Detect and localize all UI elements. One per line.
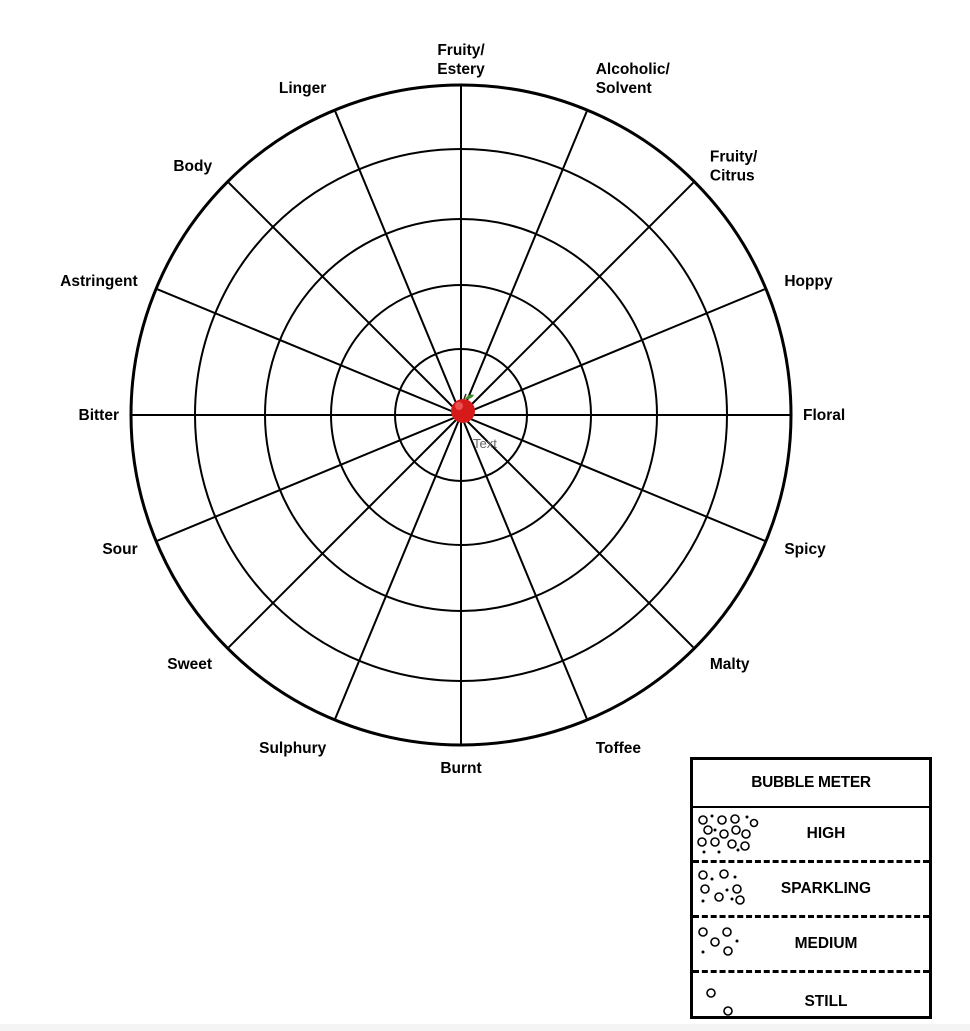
axis-label: Hoppy <box>784 273 833 291</box>
axis-label: Fruity/ Citrus <box>709 148 758 185</box>
axis-label: Linger <box>278 79 327 97</box>
axis-label: Spicy <box>784 540 826 558</box>
bubble-level-label: STILL <box>804 993 848 1010</box>
wheel-spoke <box>229 183 461 415</box>
axis-label: Astringent <box>60 273 138 291</box>
bubble-level-label: SPARKLING <box>780 880 872 897</box>
axis-label: Sulphury <box>259 740 327 758</box>
bubble-level-high <box>693 808 929 863</box>
bubble-meter-title: BUBBLE METER <box>693 760 929 808</box>
wheel-spoke <box>229 415 461 647</box>
axis-label: Fruity/ Estery <box>437 42 485 78</box>
wheel-spoke <box>461 183 693 415</box>
axis-label: Sour <box>102 540 138 558</box>
bubble-level-label: HIGH <box>806 825 846 842</box>
axis-label: Alcoholic/ Solvent <box>595 60 670 97</box>
axis-label: Body <box>173 158 213 176</box>
axis-label: Floral <box>803 407 846 424</box>
bubble-level-sparkling <box>693 863 929 918</box>
axis-label: Burnt <box>440 760 482 777</box>
axis-label: Bitter <box>78 407 119 424</box>
page-footer-strip <box>0 1024 970 1031</box>
bubble-level-medium <box>693 918 929 973</box>
axis-label: Toffee <box>595 740 642 758</box>
center-text: Text <box>473 436 497 451</box>
axis-label: Malty <box>709 655 750 673</box>
bubble-meter <box>690 757 932 1019</box>
bubble-level-label: MEDIUM <box>794 935 858 952</box>
axis-label: Sweet <box>167 655 213 673</box>
bubble-level-still <box>693 973 929 1031</box>
